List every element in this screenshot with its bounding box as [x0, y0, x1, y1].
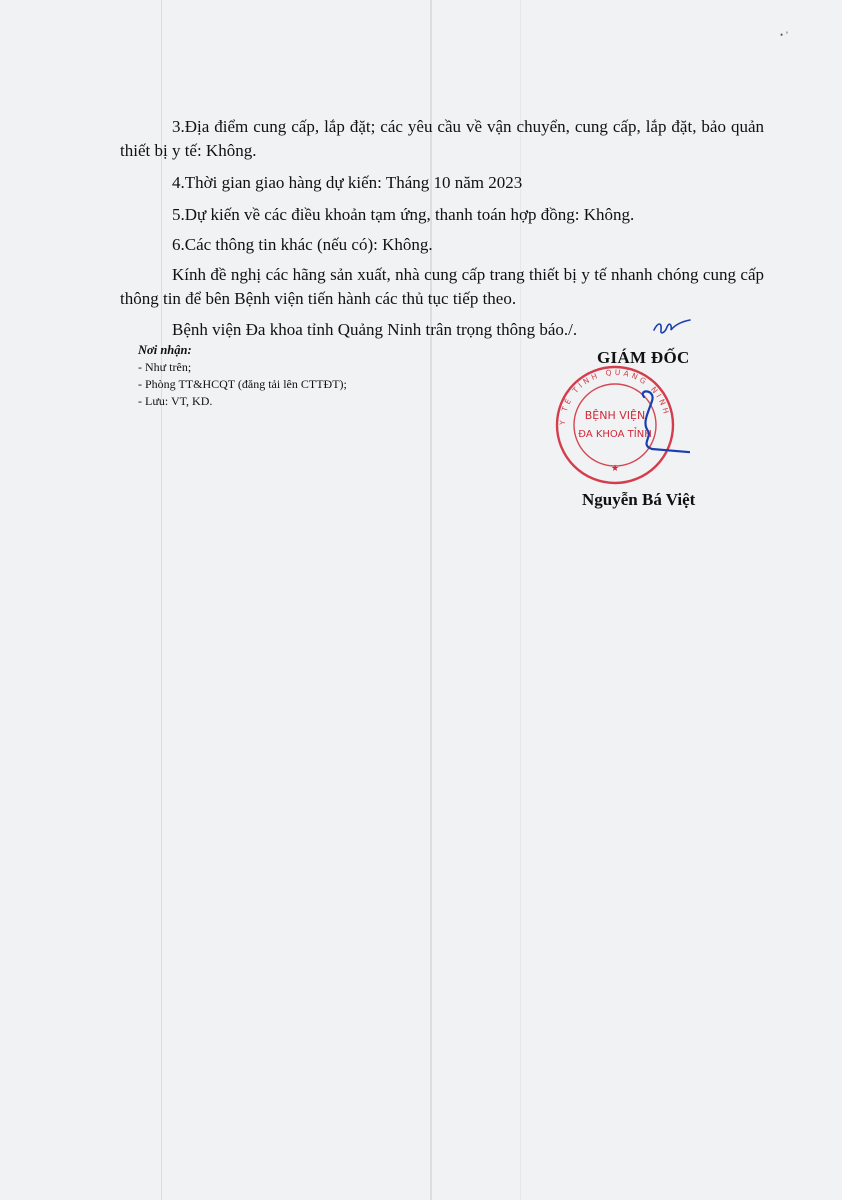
stamp-line-1: BỆNH VIỆN: [584, 409, 646, 422]
recipient-item: - Lưu: VT, KD.: [138, 394, 213, 408]
recipient-item: - Phòng TT&HCQT (đăng tải lên CTTĐT);: [138, 377, 347, 391]
paragraph-item-3: 3.Địa điểm cung cấp, lắp đặt; các yêu cầu về vận chuyển, cung cấp, lắp đặt, bảo quản thiết bị y tế: Không.: [120, 117, 764, 160]
paragraph-item-6: 6.Các thông tin khác (nếu có): Không.: [172, 235, 433, 254]
recipients-block: [138, 342, 347, 410]
signer-name: Nguyễn Bá Việt: [582, 490, 696, 509]
paragraph-closing: Bệnh viện Đa khoa tỉnh Quảng Ninh trân trọng thông báo./.: [172, 320, 578, 339]
recipient-item: - Như trên;: [138, 360, 192, 374]
stamp-ring-text: Y TẾ TỈNH QUẢNG NINH: [557, 367, 672, 426]
scan-speck: • ’: [780, 30, 789, 40]
recipients-title: Nơi nhận:: [138, 343, 192, 357]
official-red-stamp: [540, 365, 690, 485]
stamp-star-icon: ★: [610, 464, 620, 474]
stamp-line-2: ĐA KHOA TỈNH: [578, 429, 652, 440]
handwritten-initial: [650, 316, 696, 338]
paragraph-item-4: 4.Thời gian giao hàng dự kiến: Tháng 10 năm 2023: [172, 173, 523, 192]
paragraph-item-5: 5.Dự kiến về các điều khoản tạm ứng, thanh toán hợp đồng: Không.: [172, 205, 635, 224]
paragraph-request: Kính đề nghị các hãng sản xuất, nhà cung cấp trang thiết bị y tế nhanh chóng cung cấp thông tin để bên Bệnh viện tiến hành các thủ tục tiếp theo.: [120, 265, 764, 308]
scan-fold-line: [161, 0, 162, 1200]
signer-title: GIÁM ĐỐC: [597, 348, 690, 367]
